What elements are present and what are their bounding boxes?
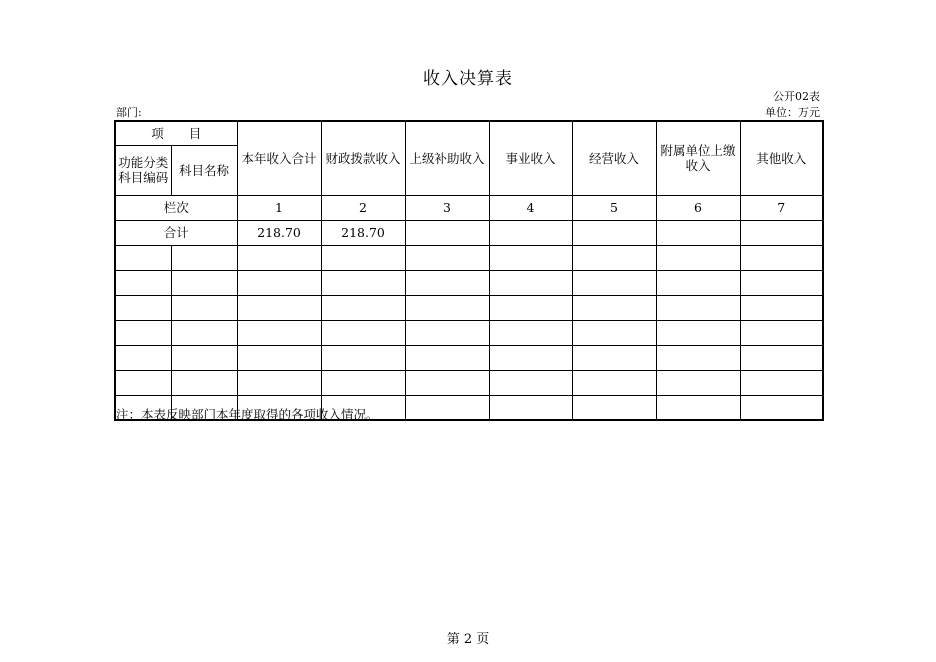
table-cell (237, 270, 321, 295)
table-cell (321, 270, 405, 295)
index-cell: 4 (489, 195, 572, 220)
table-cell (405, 370, 489, 395)
table-cell (321, 345, 405, 370)
table-cell (237, 320, 321, 345)
table-cell (321, 370, 405, 395)
table-row (115, 295, 823, 320)
table-cell (321, 320, 405, 345)
table-cell (572, 270, 656, 295)
table-cell (740, 270, 823, 295)
table-cell (489, 245, 572, 270)
table-cell (572, 370, 656, 395)
table-row (115, 245, 823, 270)
table-cell (572, 245, 656, 270)
unit-label: 单位：万元 (765, 106, 820, 119)
header-col-operating: 经营收入 (572, 121, 656, 195)
table-cell (405, 295, 489, 320)
department-label: 部门: (116, 106, 142, 119)
index-cell: 5 (572, 195, 656, 220)
table-cell (656, 395, 740, 420)
table-cell (405, 320, 489, 345)
table-cell (489, 345, 572, 370)
table-cell (321, 295, 405, 320)
index-row (115, 195, 823, 220)
table-cell (171, 270, 237, 295)
table-cell (656, 370, 740, 395)
table-cell (740, 245, 823, 270)
total-cell (405, 220, 489, 245)
header-col-fiscal: 财政拨款收入 (321, 121, 405, 195)
table-cell (237, 370, 321, 395)
table-cell (115, 320, 171, 345)
table-cell (489, 395, 572, 420)
table-row (115, 345, 823, 370)
table-cell (237, 245, 321, 270)
total-cell (656, 220, 740, 245)
table-cell (405, 245, 489, 270)
page-number: 第 2 页 (446, 632, 490, 647)
table-cell (572, 320, 656, 345)
index-cell: 6 (656, 195, 740, 220)
table-cell (572, 345, 656, 370)
header-col-total: 本年收入合计 (237, 121, 321, 195)
table-row (115, 270, 823, 295)
table-cell (405, 345, 489, 370)
total-cell (572, 220, 656, 245)
header-name: 科目名称 (171, 145, 237, 195)
total-label: 合计 (115, 220, 237, 245)
form-number: 公开02表 (773, 90, 820, 103)
table-cell (237, 345, 321, 370)
total-cell (740, 220, 823, 245)
table-cell (171, 245, 237, 270)
table-cell (572, 295, 656, 320)
header-col-superior: 上级补助收入 (405, 121, 489, 195)
index-label: 栏次 (115, 195, 237, 220)
table-cell (171, 295, 237, 320)
total-cell: 218.70 (237, 220, 321, 245)
table-cell (656, 345, 740, 370)
table-cell (740, 295, 823, 320)
table-cell (489, 370, 572, 395)
table-row (115, 320, 823, 345)
table-cell (656, 320, 740, 345)
total-cell (489, 220, 572, 245)
total-row (115, 220, 823, 245)
header-col-affiliated: 附属单位上缴收入 (656, 121, 740, 195)
index-cell: 3 (405, 195, 489, 220)
table-cell (740, 345, 823, 370)
income-table (114, 120, 824, 421)
table-cell (405, 395, 489, 420)
table-cell (115, 295, 171, 320)
table-cell (489, 270, 572, 295)
table-cell (656, 295, 740, 320)
table-cell (740, 370, 823, 395)
table-cell (572, 395, 656, 420)
table-cell (115, 370, 171, 395)
table-cell (489, 320, 572, 345)
index-cell: 2 (321, 195, 405, 220)
table-cell (405, 270, 489, 295)
table-cell (321, 245, 405, 270)
report-title: 收入决算表 (423, 69, 513, 89)
table-cell (237, 295, 321, 320)
table-cell (115, 345, 171, 370)
header-item: 项 目 (115, 121, 237, 145)
table-note: 注：本表反映部门本年度取得的各项收入情况。 (116, 407, 379, 422)
total-cell: 218.70 (321, 220, 405, 245)
table-row (115, 370, 823, 395)
table-cell (115, 245, 171, 270)
header-col-other: 其他收入 (740, 121, 823, 195)
table-cell (740, 395, 823, 420)
table-cell (656, 270, 740, 295)
header-code: 功能分类科目编码 (115, 145, 171, 195)
index-cell: 1 (237, 195, 321, 220)
table-cell (171, 320, 237, 345)
table-cell (171, 345, 237, 370)
table-cell (489, 295, 572, 320)
table-cell (115, 270, 171, 295)
table-cell (740, 320, 823, 345)
header-col-business: 事业收入 (489, 121, 572, 195)
table-cell (656, 245, 740, 270)
index-cell: 7 (740, 195, 823, 220)
table-cell (171, 370, 237, 395)
